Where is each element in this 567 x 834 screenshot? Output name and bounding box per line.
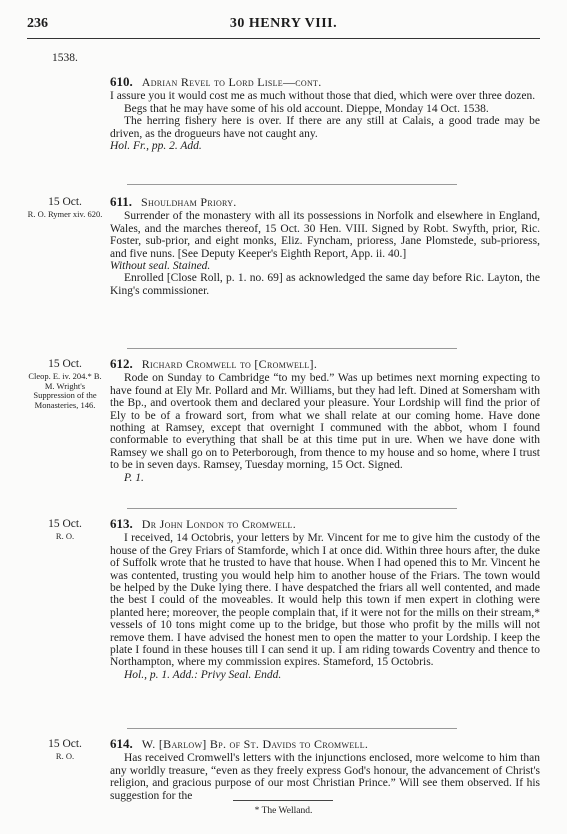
footnote: * The Welland. bbox=[254, 806, 313, 816]
entry-separator bbox=[127, 348, 457, 349]
entry-note: Hol. Fr., pp. 2. Add. bbox=[110, 140, 202, 153]
footnote-rule bbox=[233, 800, 333, 801]
entry-note: P. 1. bbox=[124, 471, 144, 484]
margin-source: Cleop. E. iv. 204.* B. M. Wright's Suppression of the Monasteries, 146. bbox=[28, 371, 102, 410]
margin-source: R. O. Rymer xiv. 620. bbox=[27, 209, 103, 219]
entry-number: 610. bbox=[110, 74, 133, 89]
entry-note: Hol., p. 1. Add.: Privy Seal. Endd. bbox=[124, 668, 282, 681]
entry-heading bbox=[110, 196, 540, 208]
entry-note: Without seal. Stained. bbox=[110, 260, 211, 273]
entry-title: Shouldham Priory. bbox=[141, 195, 237, 209]
entry-separator bbox=[127, 508, 457, 509]
entry-paragraph: Enrolled [Close Roll, p. 1. no. 69] as acknowledged the same day before Ric. Layton, the King's commissioner. bbox=[110, 272, 540, 297]
entry-paragraph: I assure you it would cost me as much without those that died, which were over three dozen. bbox=[110, 90, 536, 103]
page-number: 236 bbox=[27, 16, 48, 31]
running-title: 30 HENRY VIII. bbox=[229, 16, 338, 31]
entry-title: Dr John London to Cromwell. bbox=[141, 517, 297, 531]
entry-title: W. [Barlow] Bp. of St. Davids to Cromwell. bbox=[141, 737, 369, 751]
margin-date: 15 Oct. bbox=[48, 196, 82, 208]
entry-number: 611. bbox=[110, 194, 133, 209]
margin-source: R. O. bbox=[55, 751, 75, 761]
entry-title: Adrian Revel to Lord Lisle—cont. bbox=[141, 75, 322, 89]
entry-paragraph: Surrender of the monastery with all its possessions in Norfolk and elsewhere in England, Wales, and the marches thereof, 15 Oct. 30 Hen. VIII. Signed by Robt. Swyfth, prior, Ric. Foster, sub-prior, and eight monks, Eliz. Fyncham, prioress, Jane Plomstede, sub-prioress, and five nuns. [See Deputy Keeper's Eighth Report, App. ii. 40.] bbox=[110, 210, 540, 260]
entry-title: Richard Cromwell to [Cromwell]. bbox=[141, 357, 318, 371]
entry-paragraph: Begs that he may have some of his old account. Dieppe, Monday 14 Oct. 1538. bbox=[124, 102, 489, 115]
entry-separator bbox=[127, 728, 457, 729]
entry-heading bbox=[110, 76, 540, 88]
entry-paragraph: Rode on Sunday to Cambridge “to my bed.” Was up betimes next morning expecting to have found at Ely Mr. Pollard and Mr. Williams, but they had left. Dined at Somersham with the Bp., and overtook them and declared your pleasure. Your Lordship will find the prior of Ely to be of a froward sort, from what we shall relate at our coming home. Have done nothing at Ramsey, except that overnight I communed with the abbot, whom I found conformable to everything that shall be at this time put in ure. When we have done with Ramsey we shall go on to Peterborough, from thence to my house and so home, where I trust to be in seven days. Ramsey, Tuesday morning, 15 Oct. Signed. bbox=[110, 372, 540, 472]
entry-number: 612. bbox=[110, 356, 133, 371]
margin-date: 15 Oct. bbox=[48, 518, 82, 530]
entry-heading bbox=[110, 738, 540, 750]
entry-paragraph: The herring fishery here is over. If there are any still at Calais, a good trade may be driven, as the drogueurs have not caught any. bbox=[110, 115, 540, 140]
entry-paragraph: I received, 14 Octobris, your letters by Mr. Vincent for me to give him the custody of the house of the Grey Friars of Stamforde, which I at once did. Within three hours after, the duke of Suffolk wrote that he trusted to have that house. When I had opened this to Mr. Vincent he was contented, trusting you would help him to another house of the Friars. The town would be helped by the Duke lying there. I have despatched the friars all well contented, and made the best I could of the moveables. It would help this town if men expert in clothing were planted here; moreover, the people complain that, if it were not for the mills on their stream,* vessels of 10 tons might come up to the bridge, but those who profit by the mills will not remove them. I have advised the honest men to open the matter to your Lordship. I keep the plate I found in these houses till I can send it up. I am riding towards Coventry and thence to Northampton, where my commission expires. Stameford, 15 Octobris. bbox=[110, 532, 540, 669]
entry-heading bbox=[110, 358, 540, 370]
margin-date: 15 Oct. bbox=[48, 738, 82, 750]
entry-separator bbox=[127, 184, 457, 185]
year-heading: 1538. bbox=[52, 52, 78, 64]
entry-number: 613. bbox=[110, 516, 133, 531]
header-rule bbox=[27, 38, 540, 39]
entry-number: 614. bbox=[110, 736, 133, 751]
entry-heading bbox=[110, 518, 540, 530]
entry-paragraph: Has received Cromwell's letters with the injunctions enclosed, more welcome to him than any worldly treasure, “even as they freely express God's honour, the advancement of Christ's religion, and gracious purpose of our most Christian Prince.” Will see them observed. If his suggestion for the bbox=[110, 752, 540, 802]
margin-source: R. O. bbox=[55, 531, 75, 541]
margin-date: 15 Oct. bbox=[48, 358, 82, 370]
